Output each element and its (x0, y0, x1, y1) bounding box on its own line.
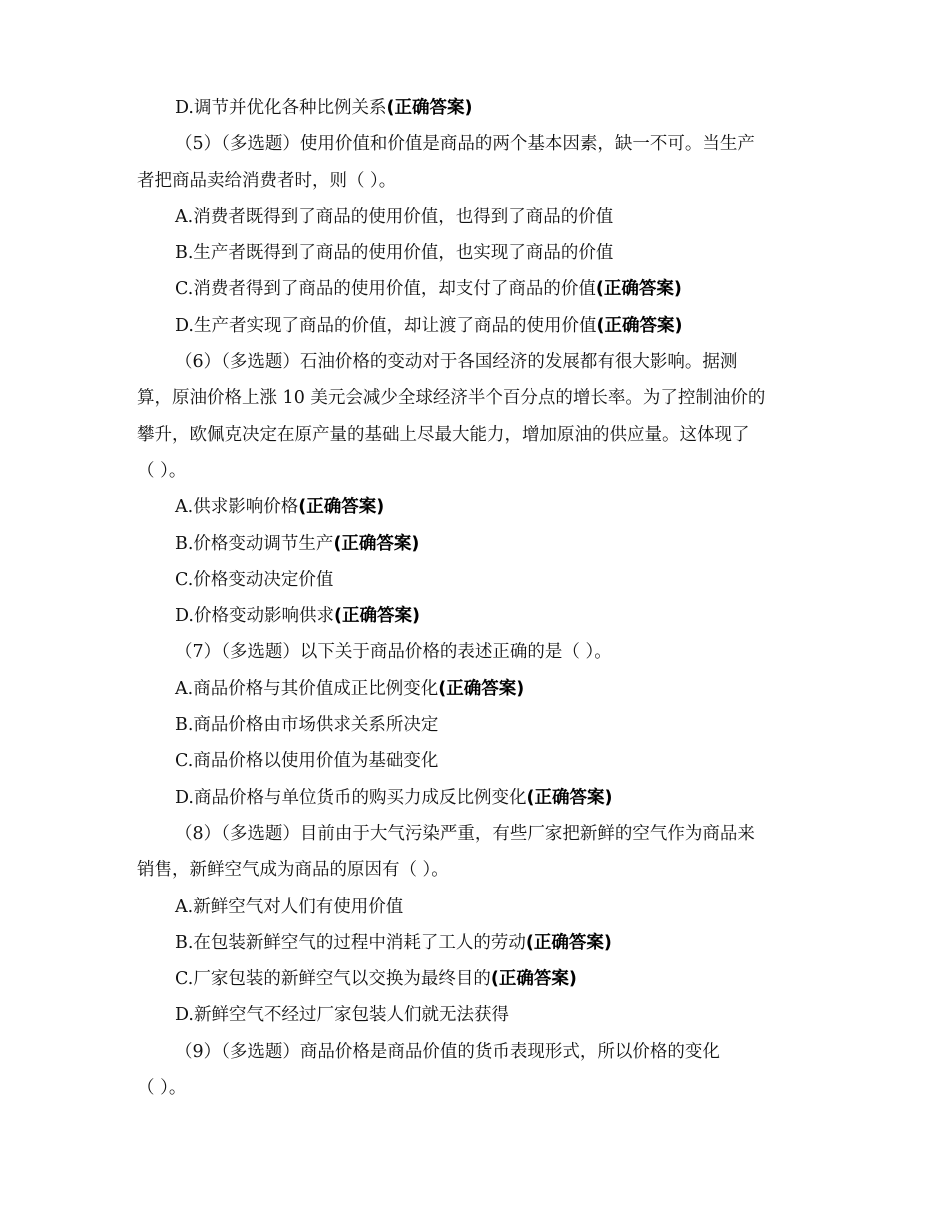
answer-option (137, 235, 807, 271)
line-text: A.供求影响价格 (175, 497, 299, 518)
correct-answer-mark: (正确答案) (438, 678, 525, 699)
question-stem-continuation (137, 417, 807, 453)
correct-answer-mark: (正确答案) (595, 279, 682, 300)
question-stem-continuation (137, 380, 807, 416)
line-text: A.商品价格与其价值成正比例变化 (175, 678, 439, 699)
answer-option (137, 671, 807, 707)
line-text: C.厂家包装的新鲜空气以交换为最终目的 (175, 969, 491, 990)
answer-option (137, 598, 807, 634)
answer-option (137, 526, 807, 562)
line-text: （5）（多选题）使用价值和价值是商品的两个基本因素，缺一不可。当生产 (175, 134, 755, 155)
question-stem-continuation (137, 1070, 807, 1106)
line-text: （9）（多选题）商品价格是商品价值的货币表现形式，所以价格的变化 (175, 1041, 720, 1062)
question-stem (137, 344, 807, 380)
answer-option (137, 925, 807, 961)
correct-answer-mark: (正确答案) (525, 932, 612, 953)
question-stem (137, 816, 807, 852)
line-text: （ ）。 (137, 1078, 187, 1099)
question-list (137, 90, 807, 1106)
line-text: A.消费者既得到了商品的使用价值，也得到了商品的价值 (175, 206, 614, 227)
answer-option (137, 889, 807, 925)
correct-answer-mark: (正确答案) (596, 315, 683, 336)
answer-option (137, 961, 807, 997)
line-text: B.在包装新鲜空气的过程中消耗了工人的劳动 (175, 932, 526, 953)
line-text: （8）（多选题）目前由于大气污染严重，有些厂家把新鲜的空气作为商品来 (175, 823, 755, 844)
answer-option (137, 489, 807, 525)
correct-answer-mark: (正确答案) (386, 98, 473, 118)
line-text: 算，原油价格上涨 10 美元会减少全球经济半个百分点的增长率。为了控制油价的 (137, 388, 766, 409)
line-text: C.商品价格以使用价值为基础变化 (175, 751, 439, 772)
line-text: 者把商品卖给消费者时，则（ ）。 (137, 170, 397, 191)
answer-option (137, 780, 807, 816)
answer-option (137, 271, 807, 307)
line-text: C.消费者得到了商品的使用价值，却支付了商品的价值 (175, 279, 596, 300)
line-text: D.商品价格与单位货币的购买力成反比例变化 (175, 787, 527, 808)
line-text: D.价格变动影响供求 (175, 606, 334, 627)
correct-answer-mark: (正确答案) (490, 969, 577, 990)
correct-answer-mark: (正确答案) (526, 787, 613, 808)
question-stem (137, 634, 807, 670)
line-text: 销售，新鲜空气成为商品的原因有（ ）。 (137, 860, 449, 881)
question-stem-continuation (137, 453, 807, 489)
question-stem (137, 1034, 807, 1070)
answer-option (137, 562, 807, 598)
line-text: D.生产者实现了商品的价值，却让渡了商品的使用价值 (175, 315, 597, 336)
line-text: B.生产者既得到了商品的使用价值，也实现了商品的价值 (175, 243, 614, 264)
answer-option (137, 308, 807, 344)
answer-option (137, 90, 807, 126)
line-text: B.价格变动调节生产 (175, 533, 334, 554)
question-stem-continuation (137, 852, 807, 888)
question-stem-continuation (137, 163, 807, 199)
answer-option (137, 199, 807, 235)
line-text: D.新鲜空气不经过厂家包装人们就无法获得 (175, 1005, 509, 1026)
line-text: 攀升，欧佩克决定在原产量的基础上尽最大能力，增加原油的供应量。这体现了 (137, 424, 750, 445)
answer-option (137, 743, 807, 779)
correct-answer-mark: (正确答案) (298, 497, 385, 518)
correct-answer-mark: (正确答案) (333, 606, 420, 627)
question-stem (137, 126, 807, 162)
line-text: A.新鲜空气对人们有使用价值 (175, 896, 404, 917)
line-text: （7）（多选题）以下关于商品价格的表述正确的是（ ）。 (175, 642, 612, 663)
line-text: （6）（多选题）石油价格的变动对于各国经济的发展都有很大影响。据测 (175, 352, 738, 373)
correct-answer-mark: (正确答案) (333, 533, 420, 554)
answer-option (137, 997, 807, 1033)
line-text: C.价格变动决定价值 (175, 569, 334, 590)
line-text: （ ）。 (137, 460, 187, 481)
line-text: D.调节并优化各种比例关系 (175, 98, 387, 118)
line-text: B.商品价格由市场供求关系所决定 (175, 715, 439, 736)
answer-option (137, 707, 807, 743)
